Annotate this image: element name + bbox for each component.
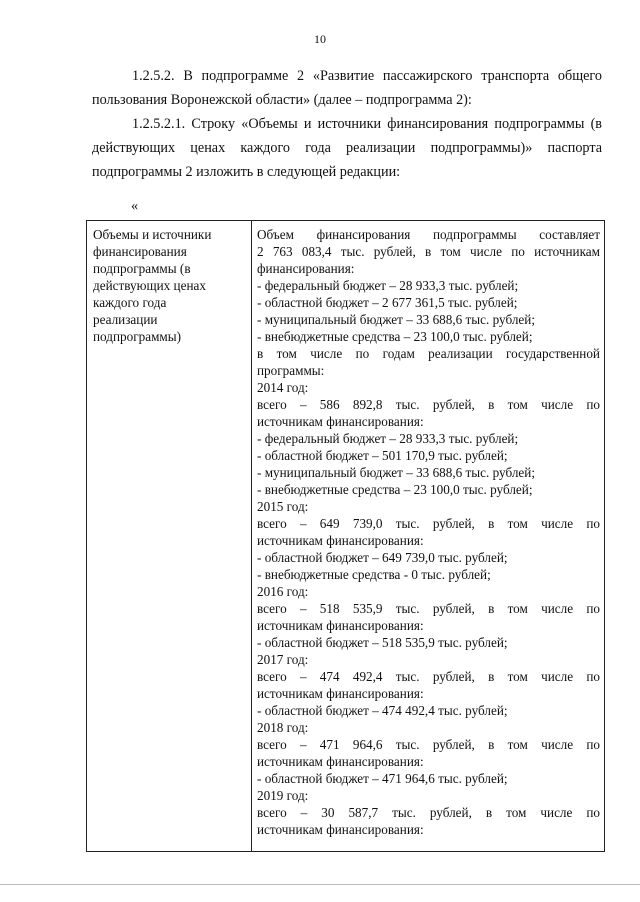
- value-line: источникам финансирования:: [257, 414, 424, 429]
- opening-quote-mark: «: [131, 198, 139, 214]
- label-line: подпрограммы (в: [93, 261, 191, 276]
- value-line: финансирования:: [257, 261, 355, 276]
- value-line: источникам финансирования:: [257, 822, 424, 837]
- value-line: - областной бюджет – 471 964,6 тыс. рублей;: [257, 771, 508, 786]
- value-line: - внебюджетные средства – 23 100,0 тыс. рублей;: [257, 482, 533, 497]
- label-line: действующих ценах: [93, 278, 206, 293]
- value-line: - областной бюджет – 474 492,4 тыс. рублей;: [257, 703, 508, 718]
- value-line: в том числе по годам реализации государственной: [257, 346, 600, 361]
- paragraph-1-2-5-2-1: [92, 112, 602, 184]
- value-line: 2016 год:: [257, 584, 309, 599]
- value-line: - федеральный бюджет – 28 933,3 тыс. рублей;: [257, 431, 519, 446]
- value-line: источникам финансирования:: [257, 754, 424, 769]
- page-number: 10: [314, 32, 326, 46]
- value-line: - внебюджетные средства - 0 тыс. рублей;: [257, 567, 491, 582]
- value-line: источникам финансирования:: [257, 686, 424, 701]
- paragraph-1-2-5-2-1-text: 1.2.5.2.1. Строку «Объемы и источники финансирования подпрограммы (в действующих ценах каждого года реализации подпрограммы)» паспорта подпрограммы 2 изложить в следующей редакции:: [92, 116, 602, 180]
- value-line: Объем финансирования подпрограммы составляет: [257, 227, 600, 242]
- financing-table: [86, 220, 605, 852]
- value-line: всего – 518 535,9 тыс. рублей, в том числе по: [257, 601, 600, 616]
- page-bottom-rule: [0, 884, 640, 885]
- value-line: - областной бюджет – 518 535,9 тыс. рублей;: [257, 635, 508, 650]
- label-line: каждого года: [93, 295, 167, 310]
- value-line: 2 763 083,4 тыс. рублей, в том числе по источникам: [257, 244, 600, 259]
- value-line: - муниципальный бюджет – 33 688,6 тыс. рублей;: [257, 465, 535, 480]
- value-line: всего – 649 739,0 тыс. рублей, в том числе по: [257, 516, 600, 531]
- value-line: всего – 471 964,6 тыс. рублей, в том числе по: [257, 737, 600, 752]
- paragraph-1-2-5-2-text: 1.2.5.2. В подпрограмме 2 «Развитие пассажирского транспорта общего пользования Воронежской области» (далее – подпрограмма 2):: [92, 68, 602, 108]
- value-line: 2015 год:: [257, 499, 309, 514]
- label-line: финансирования: [93, 244, 187, 259]
- label-line: реализации: [93, 312, 158, 327]
- financing-table-value-cell: [252, 221, 604, 851]
- value-line: - муниципальный бюджет – 33 688,6 тыс. рублей;: [257, 312, 535, 327]
- label-line: Объемы и источники: [93, 227, 212, 242]
- financing-table-label-cell: [87, 221, 252, 851]
- value-line: источникам финансирования:: [257, 533, 424, 548]
- value-line: источникам финансирования:: [257, 618, 424, 633]
- value-line: - областной бюджет – 649 739,0 тыс. рублей;: [257, 550, 508, 565]
- value-line: - федеральный бюджет – 28 933,3 тыс. рублей;: [257, 278, 519, 293]
- value-line: - областной бюджет – 501 170,9 тыс. рублей;: [257, 448, 508, 463]
- value-line: программы:: [257, 363, 325, 378]
- value-line: - областной бюджет – 2 677 361,5 тыс. рублей;: [257, 295, 518, 310]
- value-line: всего – 586 892,8 тыс. рублей, в том числе по: [257, 397, 600, 412]
- value-line: - внебюджетные средства – 23 100,0 тыс. рублей;: [257, 329, 533, 344]
- value-line: 2014 год:: [257, 380, 309, 395]
- label-line: подпрограммы): [93, 329, 182, 344]
- value-line: 2017 год:: [257, 652, 309, 667]
- value-line: 2019 год:: [257, 788, 309, 803]
- value-line: всего – 474 492,4 тыс. рублей, в том числе по: [257, 669, 600, 684]
- paragraph-1-2-5-2: [92, 64, 602, 112]
- value-line: 2018 год:: [257, 720, 309, 735]
- value-line: всего – 30 587,7 тыс. рублей, в том числе по: [257, 805, 600, 820]
